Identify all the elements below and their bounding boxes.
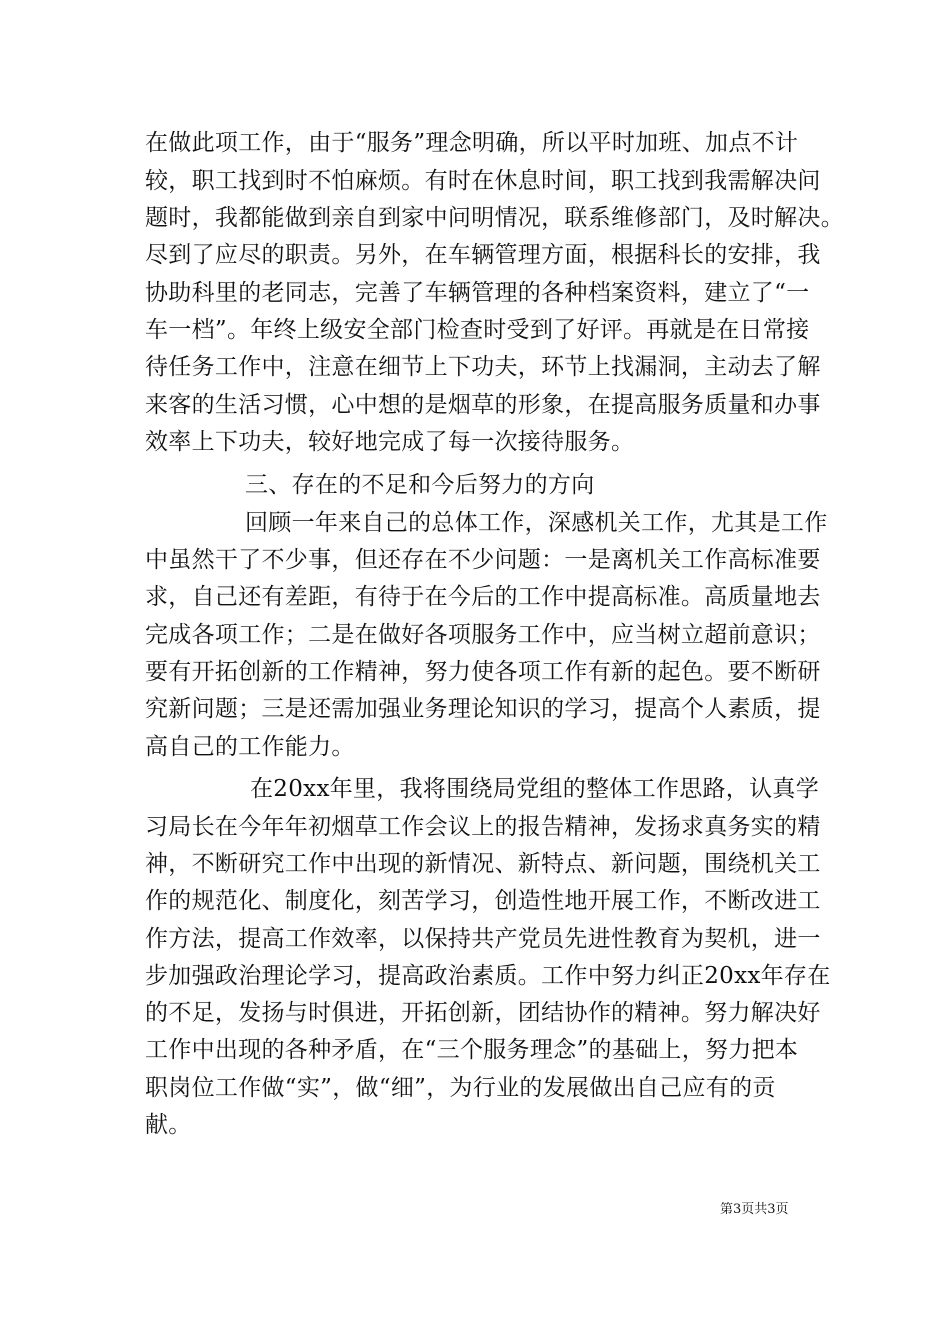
paragraph-line: 来客的生活习惯，心中想的是烟草的形象，在提高服务质量和办事: [145, 392, 821, 418]
paragraph-line: 工作中出现的各种矛盾，在“三个服务理念”的基础上，努力把本: [145, 1037, 799, 1063]
paragraph-line: 中虽然干了不少事，但还存在不少问题：一是离机关工作高标准要: [145, 547, 821, 573]
paragraph-line: 作方法，提高工作效率，以保持共产党员先进性教育为契机，进一: [145, 926, 821, 952]
paragraph-line: 车一档”。年终上级安全部门检查时受到了好评。再就是在日常接: [145, 317, 810, 343]
paragraph-line: 高自己的工作能力。: [145, 734, 355, 760]
paragraph-line: 尽到了应尽的职责。另外，在车辆管理方面，根据科长的安排，我: [145, 242, 821, 268]
paragraph-line: 在做此项工作，由于“服务”理念明确，所以平时加班、加点不计: [145, 130, 799, 156]
paragraph-line: 作的规范化、制度化，刻苦学习，创造性地开展工作，不断改进工: [145, 888, 821, 914]
paragraph-line: 回顾一年来自己的总体工作，深感机关工作，尤其是工作: [245, 510, 828, 536]
paragraph-line: 职岗位工作做“实”，做“细”，为行业的发展做出自己应有的贡: [145, 1075, 776, 1101]
page-number-footer: 第3页共3页: [720, 1202, 789, 1217]
paragraph-line: 究新问题；三是还需加强业务理论知识的学习，提高个人素质，提: [145, 696, 821, 722]
paragraph-line: 协助科里的老同志，完善了车辆管理的各种档案资料，建立了“一: [145, 280, 810, 306]
paragraph-line: 神，不断研究工作中出现的新情况、新特点、新问题，围绕机关工: [145, 851, 821, 877]
paragraph-line: 求，自己还有差距，有待于在今后的工作中提高标准。高质量地去: [145, 584, 821, 610]
section-heading: 三、存在的不足和今后努力的方向: [245, 472, 595, 498]
paragraph-line: 步加强政治理论学习，提高政治素质。工作中努力纠正20xx年存在: [145, 963, 831, 989]
paragraph-line: 的不足，发扬与时俱进，开拓创新，团结协作的精神。努力解决好: [145, 1000, 821, 1026]
paragraph-line: 题时，我都能做到亲自到家中问明情况，联系维修部门，及时解决。: [145, 205, 844, 231]
paragraph-line: 待任务工作中，注意在细节上下功夫，环节上找漏洞，主动去了解: [145, 354, 821, 380]
paragraph-line: 习局长在今年年初烟草工作会议上的报告精神，发扬求真务实的精: [145, 814, 821, 840]
paragraph-line: 完成各项工作；二是在做好各项服务工作中，应当树立超前意识；: [145, 622, 821, 648]
paragraph-line: 效率上下功夫，较好地完成了每一次接待服务。: [145, 429, 635, 455]
paragraph-line: 在20xx年里，我将围绕局党组的整体工作思路，认真学: [250, 776, 820, 802]
paragraph-line: 献。: [145, 1112, 192, 1138]
paragraph-line: 较，职工找到时不怕麻烦。有时在休息时间，职工找到我需解决问: [145, 168, 821, 194]
paragraph-line: 要有开拓创新的工作精神，努力使各项工作有新的起色。要不断研: [145, 659, 821, 685]
